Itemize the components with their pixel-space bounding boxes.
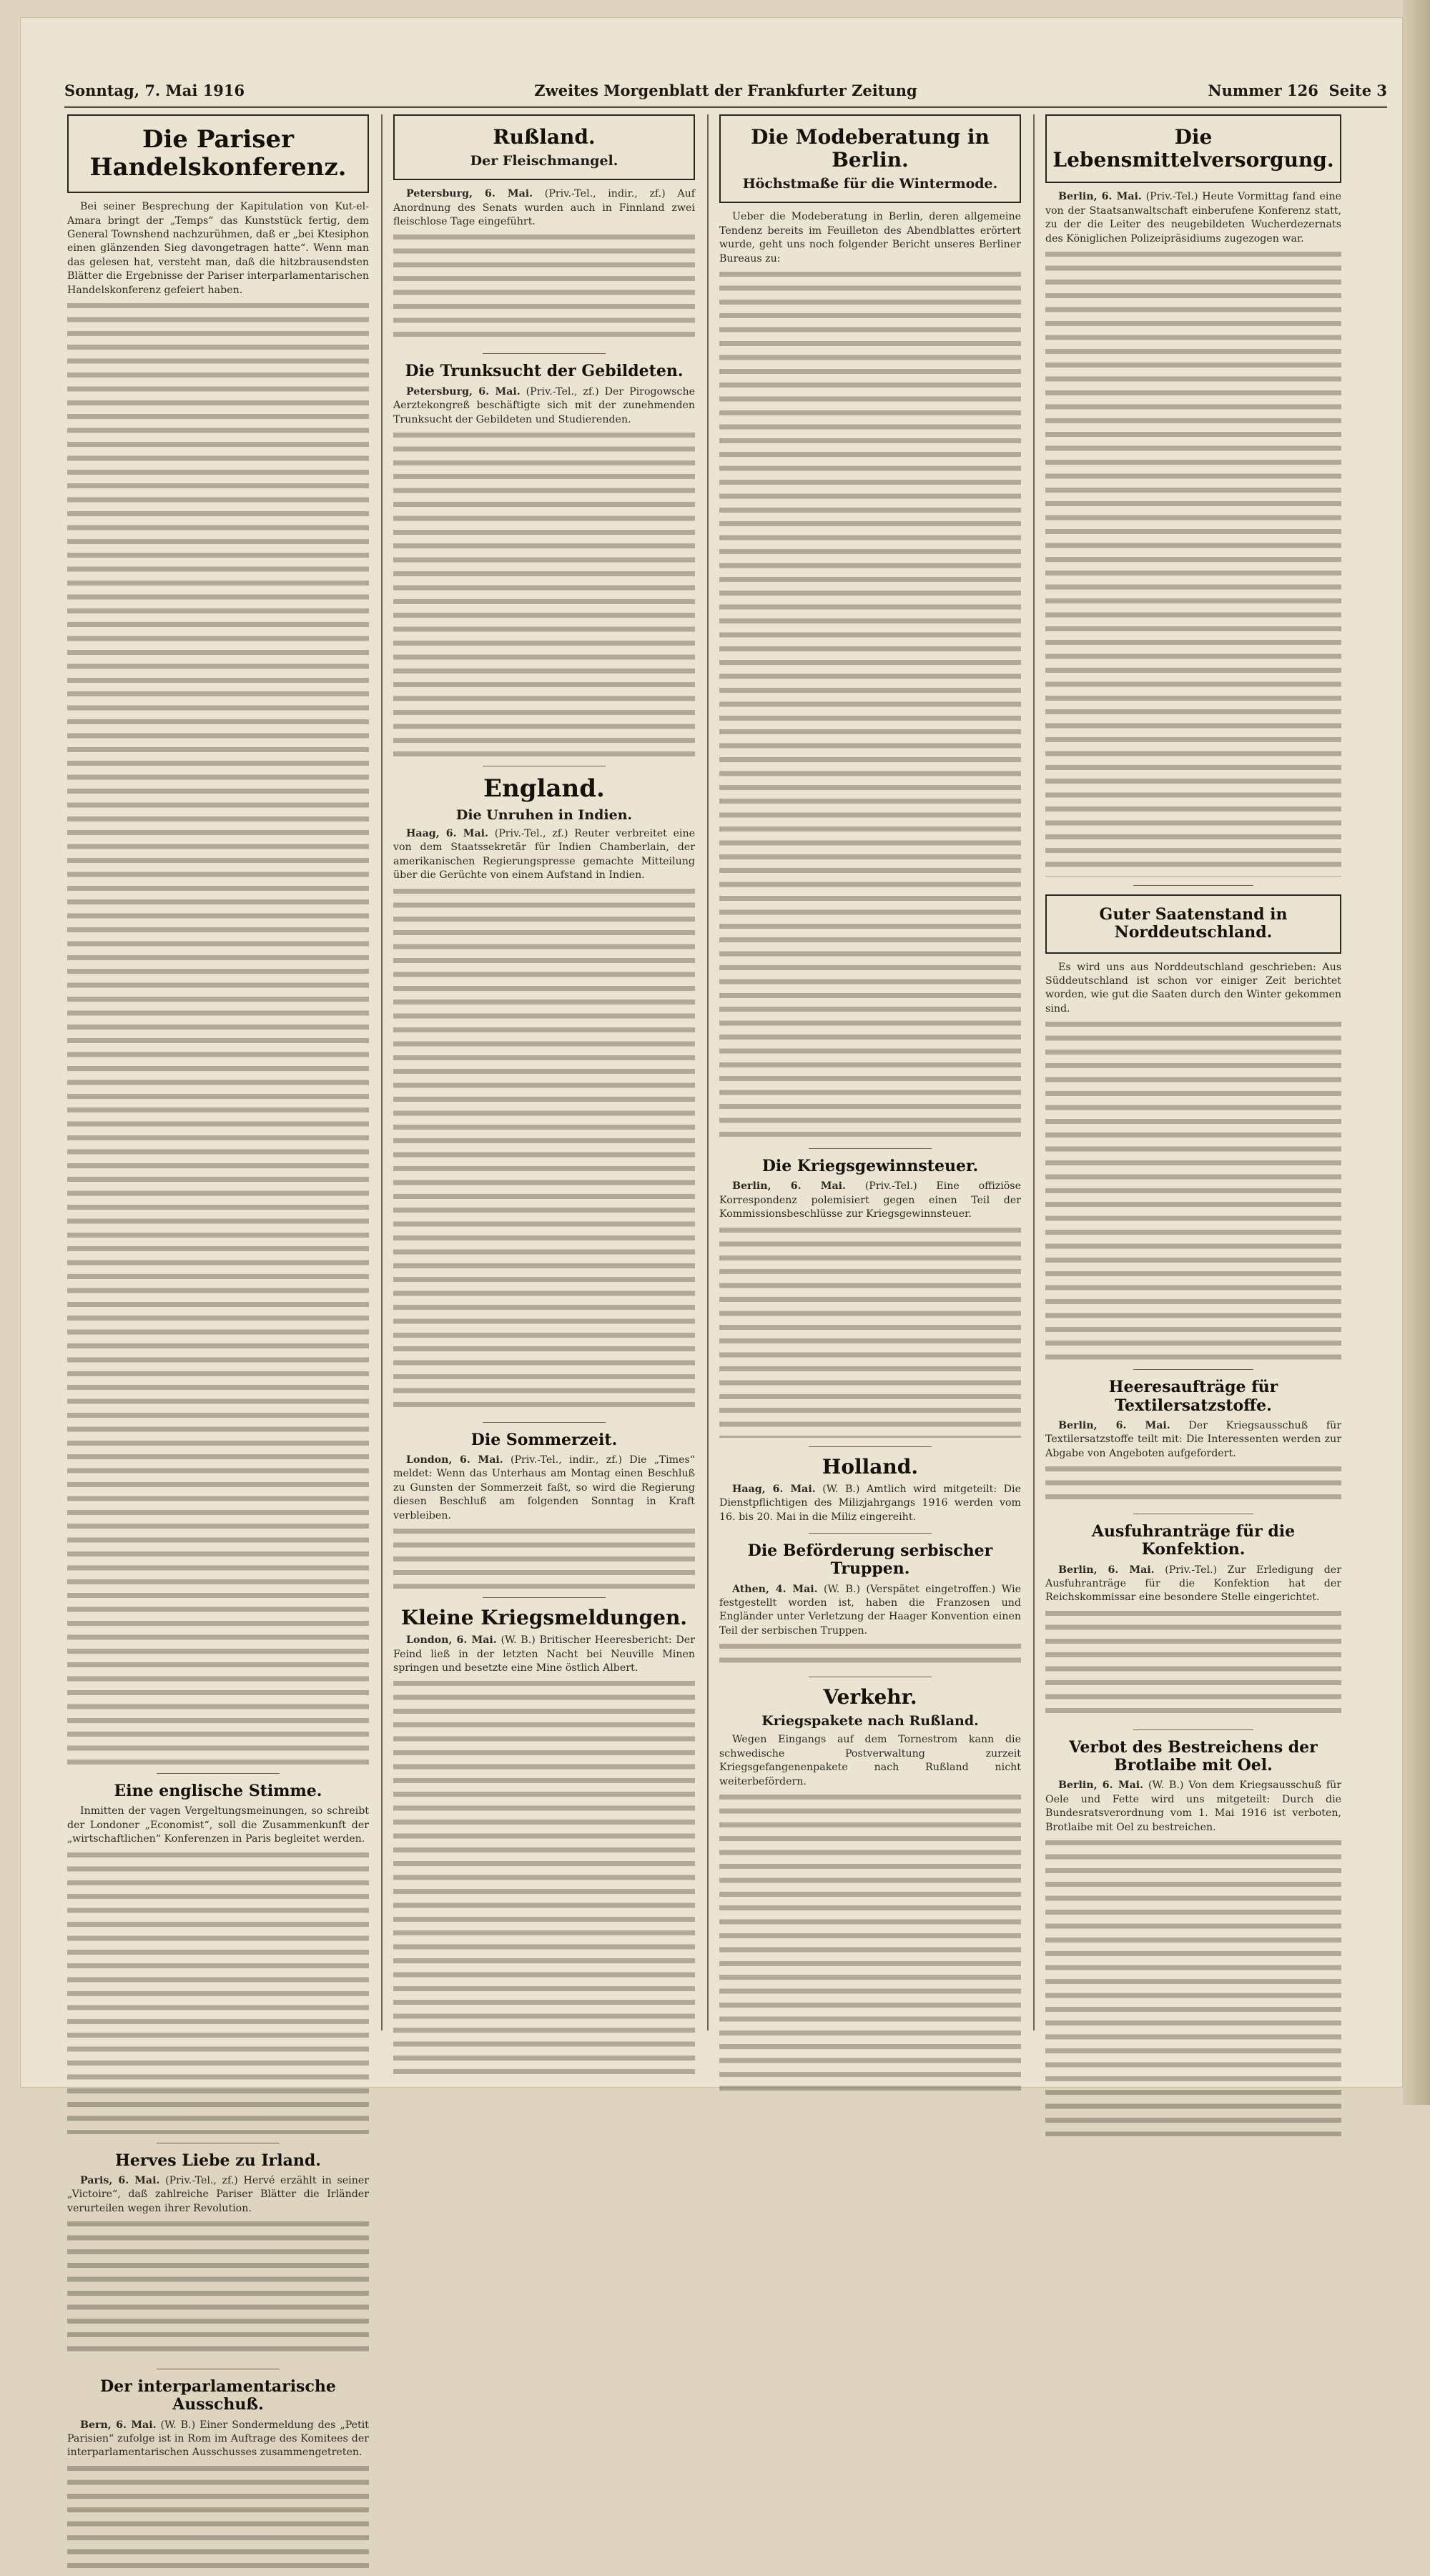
article-text: Bei seiner Besprechung der Kapitulation von Kut-el-Amara bringt der „Temps“ das Kunststück fertig, dem General Townshend nachzurühmen, daß er „bei Ktesiphon einen glänzenden Sieg davongetragen hatte“. Wenn man das gelesen hat, versteht man, daß die hitzbrausendsten Blätter die Ergebnisse der Pariser interparlamentarischen Handelskonferenz gefeiert haben. — [67, 201, 369, 296]
illegible-text-block — [393, 428, 695, 757]
article — [390, 362, 698, 766]
article-body — [393, 1634, 695, 1675]
number-label: Nummer 126 — [1208, 82, 1318, 99]
article — [716, 1686, 1024, 2091]
article-text: (W. B.) Britischer Heeresbericht: Der Feind ließ in der letzten Nacht bei Neuville Minen springen und besetzte eine Mine östlich Albert. — [393, 1634, 695, 1674]
article-title: Die Kriegsgewinnsteuer. — [761, 1157, 979, 1175]
issue-date: Sonntag, 7. Mai 1916 — [64, 82, 245, 99]
article — [716, 1456, 1024, 1534]
article-body — [719, 1733, 1021, 1789]
article — [64, 2152, 372, 2370]
article-header — [1042, 1739, 1344, 1775]
article-body — [1045, 1564, 1341, 1605]
page-edge — [1403, 0, 1430, 2105]
article-header — [67, 114, 369, 193]
article-title: Heeresaufträge für Textilersatzstoffe. — [1108, 1378, 1278, 1415]
article-text: (Priv.-Tel., zf.) Der Pirogowsche Aerztekongreß beschäftigte sich mit der zunehmenden Trunksucht der Gebildeten und Studierenden. — [393, 385, 696, 425]
article-text: Wegen Eingangs auf dem Tornestrom kann die schwedische Postverwaltung zurzeit Kriegsgefangenenpakete nach Rußland nicht weiterbefördern. — [719, 1734, 1021, 1787]
article-body — [67, 1805, 369, 1846]
article — [1042, 894, 1344, 1370]
article-separator — [483, 1422, 606, 1423]
article-separator — [809, 1148, 932, 1149]
article-text: (W. B.) Von dem Kriegsausschuß für Oele und Fette wird uns mitgeteilt: Durch die Bundesratsverordnung vom 1. Mai 1916 ist verboten, Brotlaibe mit Oel zu bestreichen. — [1045, 1780, 1342, 1833]
article — [64, 2378, 372, 2576]
article-body — [1045, 190, 1341, 246]
article — [390, 1607, 698, 2077]
article-subtitle: Die Unruhen in Indien. — [455, 807, 633, 824]
column-2 — [390, 114, 698, 2045]
article — [1042, 114, 1344, 886]
article — [390, 114, 698, 354]
article-separator — [157, 1773, 280, 1774]
dateline: Paris, 6. Mai. — [80, 2174, 160, 2186]
masthead — [64, 77, 1387, 108]
illegible-text-block — [719, 1790, 1021, 2091]
article-title: Die Pariser Handelskonferenz. — [89, 125, 347, 182]
article-separator — [1133, 1369, 1254, 1370]
column-rule — [707, 114, 709, 2030]
column-3 — [716, 114, 1024, 2045]
dateline: Petersburg, 6. Mai. — [406, 188, 533, 200]
article-title: Rußland. — [493, 125, 596, 149]
article-text: (Priv.-Tel., indir., zf.) Die „Times“ meldet: Wenn das Unterhaus am Montag einen Beschluß zu Gunsten der Sommerzeit faßt, so wird die Regierung diesen Beschluß am folgenden Sonntag in Kraft verbleiben. — [393, 1454, 696, 1521]
article-text: (Priv.-Tel.) Heute Vormittag fand eine von der Staatsanwaltschaft einberufene Konferenz statt, zu der die Leiter des neugebildeten Wucherdezernats des Königlichen Polizeipräsidiums zugezogen war. — [1045, 191, 1341, 245]
dateline: Athen, 4. Mai. — [732, 1583, 818, 1595]
article-subtitle: Der Fleischmangel. — [470, 153, 618, 169]
article-body — [393, 1454, 695, 1523]
article-text: (Priv.-Tel., zf.) Hervé erzählt in seiner „Victoire“, daß zahlreiche Pariser Blätter die Irländer verurteilen wegen ihrer Revolution. — [67, 2174, 370, 2214]
article-title: Die Lebensmittelversorgung. — [1052, 125, 1334, 172]
article-text: (W. B.) (Verspätet eingetroffen.) Wie festgestellt worden ist, haben die Franzosen und Engländer unter Verletzung der Haager Konvention einen Teil der serbischen Truppen. — [719, 1583, 1021, 1637]
illegible-text-block — [393, 230, 695, 345]
illegible-text-block — [67, 2217, 369, 2360]
article-text: (W. B.) Einer Sondermeldung des „Petit Parisien“ zufolge ist in Rom im Auftrage des Komitees der interparlamentarischen Ausschusses zusammengetreten. — [67, 2419, 369, 2459]
article-header — [1042, 1523, 1344, 1559]
article-body — [67, 2174, 369, 2216]
article-text: (Priv.-Tel.) Eine offiziöse Korrespondenz polemisiert gegen einen Teil der Kommissionsbeschlüsse zur Kriegsgewinnsteuer. — [719, 1180, 1021, 1220]
article-body — [67, 2419, 369, 2460]
article-text: (Priv.-Tel.) Zur Erledigung der Ausfuhranträge für die Konfektion hat der Reichskommissar eine besondere Stelle eingerichtet. — [1045, 1564, 1341, 1604]
column-4 — [1042, 114, 1344, 2045]
article — [390, 775, 698, 1423]
dateline: London, 6. Mai. — [406, 1634, 497, 1647]
article-header — [716, 1686, 1024, 1729]
article-title: Die Beförderung serbischer Truppen. — [747, 1541, 993, 1579]
article-body — [67, 200, 369, 297]
article-body — [719, 1583, 1021, 1639]
illegible-text-block — [393, 1677, 695, 2077]
illegible-text-block — [719, 1639, 1021, 1668]
column-rule — [381, 114, 383, 2030]
article-title: Verkehr. — [823, 1685, 917, 1709]
dateline: London, 6. Mai. — [406, 1454, 503, 1466]
article — [716, 1542, 1024, 1677]
article-body — [1045, 961, 1341, 1017]
article-body — [719, 210, 1021, 266]
article-title: Verbot des Bestreichens der Brotlaibe mit Oel. — [1069, 1737, 1318, 1775]
illegible-text-block — [1045, 1607, 1341, 1721]
article-header — [393, 114, 695, 180]
illegible-text-block — [1045, 1836, 1341, 2136]
illegible-text-block — [719, 1223, 1021, 1438]
column-1 — [64, 114, 372, 2459]
dateline: Berlin, 6. Mai. — [1058, 1564, 1155, 1576]
columns-container — [64, 114, 1344, 2459]
dateline: Petersburg, 6. Mai. — [406, 385, 521, 398]
article-subtitle: Höchstmaße für die Wintermode. — [742, 176, 998, 192]
article-body — [1045, 1779, 1341, 1835]
article-separator — [1133, 885, 1254, 886]
article-body — [393, 827, 695, 883]
dateline: Berlin, 6. Mai. — [732, 1180, 846, 1193]
article-header — [64, 2152, 372, 2170]
article-title: Die Trunksucht der Gebildeten. — [405, 362, 684, 381]
article-title: Eine englische Stimme. — [114, 1782, 322, 1801]
article-header — [1042, 1378, 1344, 1415]
article-title: Ausfuhranträge für die Konfektion. — [1091, 1522, 1296, 1559]
article-title: Holland. — [822, 1454, 919, 1479]
illegible-text-block — [1045, 1017, 1341, 1361]
article-header — [390, 1607, 698, 1629]
article-header — [716, 1542, 1024, 1579]
article-separator — [1133, 1729, 1254, 1730]
article-separator — [483, 353, 606, 354]
article-text: Der Kriegsausschuß für Textilersatzstoffe teilt mit: Die Interessenten werden zur Abgabe von Angeboten aufgefordert. — [1045, 1419, 1341, 1459]
article-body — [393, 187, 695, 229]
illegible-text-block — [393, 1524, 695, 1589]
dateline: Berlin, 6. Mai. — [1058, 191, 1142, 203]
article-separator — [483, 1597, 606, 1598]
article-title: Die Modeberatung in Berlin. — [751, 125, 990, 172]
article-separator — [809, 1533, 932, 1534]
illegible-text-block — [393, 884, 695, 1413]
dateline: Haag, 6. Mai. — [732, 1483, 816, 1495]
dateline: Berlin, 6. Mai. — [1058, 1419, 1170, 1431]
article-title: Kleine Kriegsmeldungen. — [400, 1605, 688, 1629]
illegible-text-block — [1045, 1462, 1341, 1505]
article-header — [1045, 894, 1341, 954]
article-title: Der interparlamentarische Ausschuß. — [100, 2377, 336, 2414]
article-text: (Priv.-Tel., indir., zf.) Auf Anordnung des Senats wurden auch in Finnland zwei fleischlose Tage eingeführt. — [393, 188, 696, 227]
article — [1042, 1739, 1344, 2136]
article-text: Inmitten der vagen Vergeltungsmeinungen, so schreibt der Londoner „Economist“, soll die Zusammenkunft der „wirtschaftlichen“ Konferenzen in Paris begleitet werden. — [67, 1805, 369, 1845]
article-text: (Priv.-Tel., zf.) Reuter verbreitet eine von dem Staatssekretär für Indien Chamberlain, der amerikanischen Regierungspresse gemachte Mitteilung über die Gerüchte von einem Aufstand in Indien. — [393, 828, 695, 882]
illegible-text-block — [67, 1848, 369, 2134]
illegible-text-block — [719, 267, 1021, 1140]
article-text: Ueber die Modeberatung in Berlin, deren allgemeine Tendenz bereits im Feuilleton des Abendblattes erörtert wurde, geht uns noch folgender Bericht unseres Berliner Bureaus zu: — [719, 211, 1021, 265]
article — [716, 114, 1024, 1149]
article-header — [390, 1431, 698, 1449]
article-header — [719, 114, 1021, 203]
illegible-text-block — [67, 299, 369, 1765]
article — [64, 1782, 372, 2143]
illegible-text-block — [67, 2462, 369, 2576]
article-title: Herves Liebe zu Irland. — [115, 2151, 321, 2170]
article-header — [64, 2378, 372, 2414]
article-title: Guter Saatenstand in Norddeutschland. — [1099, 905, 1288, 942]
article-separator — [809, 1446, 932, 1447]
article — [1042, 1378, 1344, 1514]
article-header — [716, 1456, 1024, 1479]
column-rule — [1033, 114, 1035, 2030]
illegible-text-block — [1045, 247, 1341, 877]
article-header — [64, 1782, 372, 1800]
article-header — [716, 1158, 1024, 1175]
article-text: Es wird uns aus Norddeutschland geschrieben: Aus Süddeutschland ist schon vor einiger Zeit berichtet worden, wie gut die Saaten durch den Winter gekommen sind. — [1045, 961, 1341, 1015]
article — [716, 1158, 1024, 1447]
article — [390, 1431, 698, 1598]
article-header — [390, 775, 698, 823]
article-body — [719, 1180, 1021, 1221]
article-subtitle: Kriegspakete nach Rußland. — [761, 1713, 979, 1729]
article-body — [719, 1483, 1021, 1524]
dateline: Berlin, 6. Mai. — [1058, 1780, 1144, 1792]
article-body — [1045, 1419, 1341, 1461]
dateline: Haag, 6. Mai. — [406, 828, 488, 840]
article — [64, 114, 372, 1774]
newspaper-title: Zweites Morgenblatt der Frankfurter Zeitung — [534, 82, 917, 99]
article-title: England. — [483, 774, 605, 803]
article-text: (W. B.) Amtlich wird mitgeteilt: Die Dienstpflichtigen des Milizjahrgangs 1916 werden vom 16. bis 20. Mai in die Miliz eingereiht. — [719, 1483, 1021, 1523]
issue-number — [1208, 82, 1387, 99]
page-label: Seite 3 — [1328, 82, 1387, 99]
article-body — [393, 385, 695, 427]
article-header — [1045, 114, 1341, 183]
article-header — [390, 362, 698, 380]
article-title: Die Sommerzeit. — [470, 1430, 618, 1449]
dateline: Bern, 6. Mai. — [80, 2419, 157, 2431]
article — [1042, 1523, 1344, 1730]
